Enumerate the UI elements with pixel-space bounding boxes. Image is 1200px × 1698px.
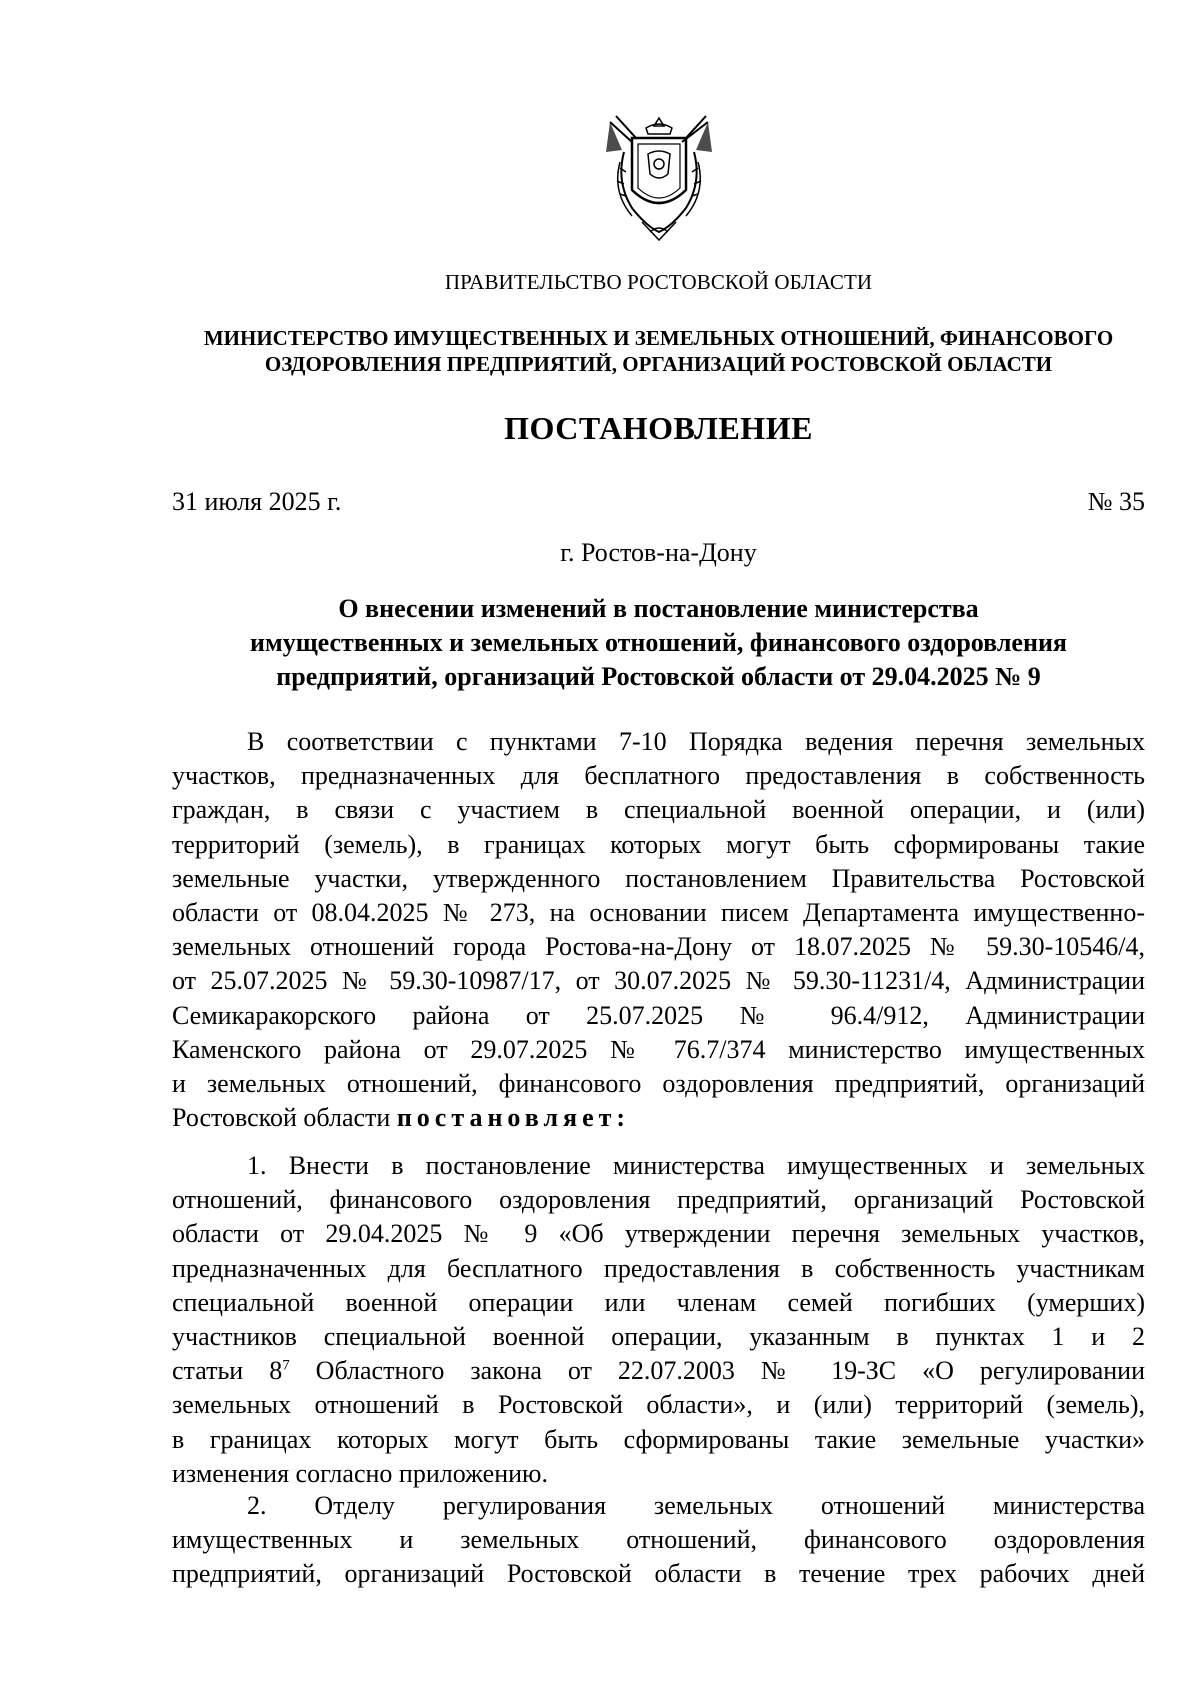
text-line: специальной военной операции или членам семей погибших (умерших) [172,1287,1145,1317]
superscript: 7 [282,1357,290,1374]
text-line: области от 29.04.2025 № 9 «Об утверждении перечня земельных участков, [172,1219,1145,1249]
text-line: земельные участки, утвержденного постановлением Правительства Ростовской [172,863,1145,893]
text-fragment: Областного закона от 22.07.2003 № 19-ЗС «О регулировании [289,1356,1145,1386]
document-date: 31 июля 2025 г. [172,487,342,516]
text-line: граждан, в связи с участием в специальной военной операции, и (или) [172,795,1145,825]
text-line: от 25.07.2025 № 59.30-10987/17, от 30.07.2025 № 59.30-11231/4, Администрации [172,966,1145,996]
text-line: предприятий, организаций Ростовской области в течение трех рабочих дней [172,1559,1145,1589]
ministry-name-line: ОЗДОРОВЛЕНИЯ ПРЕДПРИЯТИЙ, ОРГАНИЗАЦИЙ РОСТОВСКОЙ ОБЛАСТИ [264,352,1053,376]
text-line: имущественных и земельных отношений, финансового оздоровления [172,1525,1145,1555]
text-line: Семикаракорского района от 25.07.2025 № 96.4/912, Администрации [172,1000,1145,1030]
text-line: и земельных отношений, финансового оздоровления предприятий, организаций [172,1068,1145,1098]
document-title [172,592,1145,694]
text-line: предназначенных для бесплатного предоставления в собственность участникам [172,1253,1145,1283]
document-type: ПОСТАНОВЛЕНИЕ [504,410,813,446]
text-line: 1. Внести в постановление министерства имущественных и земельных [247,1151,1145,1180]
document-city: г. Ростов-на-Дону [560,538,757,567]
text-line: земельных отношений в Ростовской области», и (или) территорий (земель), [172,1390,1145,1420]
text-line: территорий (земель), в границах которых могут быть сформированы такие [172,829,1145,859]
text-line [172,1101,1145,1135]
title-line: предприятий, организаций Ростовской области от 29.04.2025 № 9 [276,662,1041,691]
preamble-paragraph [172,725,1145,1135]
item-1-paragraph [172,1149,1145,1491]
text-line: В соответствии с пунктами 7-10 Порядка ведения перечня земельных [247,727,1145,756]
title-line: имущественных и земельных отношений, финансового оздоровления [250,628,1067,657]
text-line: изменения согласно приложению. [172,1458,548,1488]
title-line: О внесении изменений в постановление министерства [338,594,979,623]
date-number-line [172,487,1145,521]
resolves-word: постановляет: [396,1103,631,1133]
text-line: участков, предназначенных для бесплатного предоставления в собственность [172,761,1145,791]
text-line: Каменского района от 29.07.2025 № 76.7/374 министерство имущественных [172,1034,1145,1064]
government-name: ПРАВИТЕЛЬСТВО РОСТОВСКОЙ ОБЛАСТИ [444,270,873,294]
document-number: № 35 [1087,487,1145,516]
text-fragment: Ростовской области [172,1103,397,1133]
ministry-name [172,325,1145,377]
text-line: 2. Отделу регулирования земельных отношений министерства [247,1491,1145,1520]
coat-of-arms-icon [602,112,716,244]
text-line: земельных отношений города Ростова-на-Дону от 18.07.2025 № 59.30-10546/4, [172,932,1145,962]
text-line: в границах которых могут быть сформированы такие земельные участки» [172,1424,1145,1454]
ministry-name-line: МИНИСТЕРСТВО ИМУЩЕСТВЕННЫХ И ЗЕМЕЛЬНЫХ ОТНОШЕНИЙ, ФИНАНСОВОГО [203,326,1114,350]
text-line: участников специальной военной операции, указанным в пунктах 1 и 2 [172,1321,1145,1351]
text-line [172,1354,1145,1388]
text-line: области от 08.04.2025 № 273, на основании писем Департамента имущественно- [172,897,1145,927]
item-2-paragraph [172,1489,1145,1592]
text-line: отношений, финансового оздоровления предприятий, организаций Ростовской [172,1185,1145,1215]
text-fragment: статьи 8 [172,1356,283,1386]
